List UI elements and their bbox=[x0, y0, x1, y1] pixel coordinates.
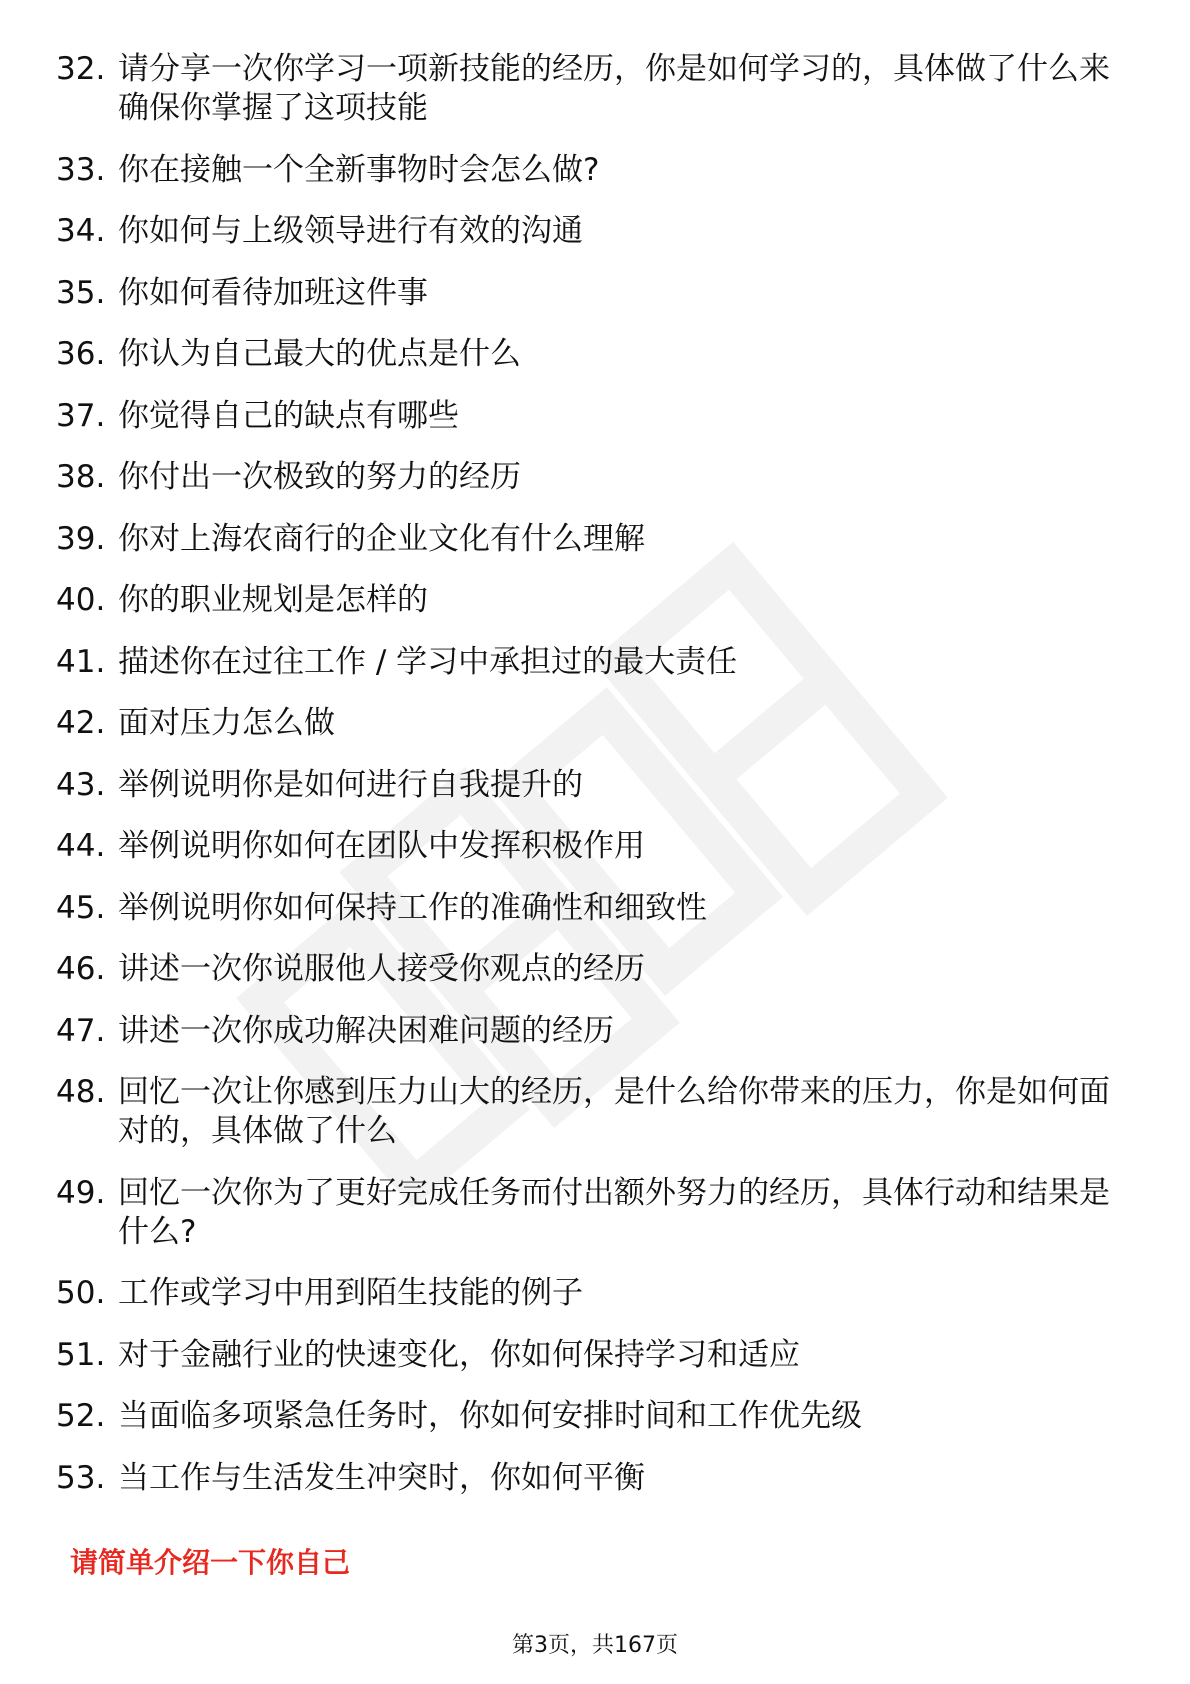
list-item bbox=[56, 1274, 1126, 1313]
question-text: 回忆一次你为了更好完成任务而付出额外努力的经历，具体行动和结果是什么? bbox=[118, 1174, 1110, 1250]
list-item bbox=[56, 520, 1126, 559]
question-text: 回忆一次让你感到压力山大的经历，是什么给你带来的压力，你是如何面对的，具体做了什么 bbox=[118, 1074, 1110, 1149]
list-item bbox=[56, 1174, 1126, 1252]
list-item bbox=[56, 397, 1126, 436]
question-text: 你认为自己最大的优点是什么 bbox=[118, 336, 521, 372]
list-item bbox=[56, 50, 1126, 128]
question-text: 举例说明你如何保持工作的准确性和细致性 bbox=[118, 889, 707, 926]
question-number: 52. bbox=[56, 1398, 106, 1434]
question-number: 39. bbox=[56, 520, 106, 557]
list-item bbox=[56, 458, 1126, 497]
question-number: 50. bbox=[56, 1275, 106, 1311]
question-number: 45. bbox=[56, 889, 106, 926]
list-item bbox=[56, 704, 1126, 743]
question-text: 你付出一次极致的努力的经历 bbox=[118, 459, 521, 495]
list-item bbox=[56, 1073, 1126, 1151]
list-item bbox=[56, 1397, 1126, 1436]
question-number: 33. bbox=[56, 151, 106, 188]
list-item bbox=[56, 212, 1126, 251]
list-item bbox=[56, 950, 1126, 989]
question-number: 43. bbox=[56, 766, 106, 803]
question-number: 51. bbox=[56, 1336, 106, 1373]
question-number: 35. bbox=[56, 274, 106, 311]
section-heading: 请简单介绍一下你自己 bbox=[70, 1546, 351, 1579]
question-number: 44. bbox=[56, 828, 106, 864]
list-item bbox=[56, 827, 1126, 866]
question-text: 讲述一次你成功解决困难问题的经历 bbox=[118, 1012, 614, 1049]
question-number: 38. bbox=[56, 459, 106, 495]
question-text: 你对上海农商行的企业文化有什么理解 bbox=[118, 520, 645, 557]
list-item bbox=[56, 335, 1126, 374]
list-item bbox=[56, 581, 1126, 620]
question-text: 面对压力怎么做 bbox=[118, 705, 335, 741]
list-item bbox=[56, 1012, 1126, 1051]
list-item bbox=[56, 766, 1126, 805]
question-text: 你觉得自己的缺点有哪些 bbox=[118, 397, 459, 434]
list-item bbox=[56, 151, 1126, 190]
question-number: 53. bbox=[56, 1459, 106, 1496]
question-text: 你如何看待加班这件事 bbox=[118, 274, 428, 311]
question-text: 当面临多项紧急任务时，你如何安排时间和工作优先级 bbox=[118, 1398, 862, 1434]
question-number: 34. bbox=[56, 213, 106, 249]
question-text: 描述你在过往工作 / 学习中承担过的最大责任 bbox=[118, 643, 738, 680]
question-text: 举例说明你是如何进行自我提升的 bbox=[118, 766, 583, 803]
question-text: 对于金融行业的快速变化，你如何保持学习和适应 bbox=[118, 1336, 800, 1373]
question-number: 48. bbox=[56, 1074, 106, 1110]
question-text: 当工作与生活发生冲突时，你如何平衡 bbox=[118, 1459, 645, 1496]
question-text: 你的职业规划是怎样的 bbox=[118, 582, 428, 618]
question-text: 举例说明你如何在团队中发挥积极作用 bbox=[118, 828, 645, 864]
list-item bbox=[56, 1336, 1126, 1375]
question-number: 36. bbox=[56, 336, 106, 372]
question-text: 工作或学习中用到陌生技能的例子 bbox=[118, 1275, 583, 1311]
question-number: 42. bbox=[56, 705, 106, 741]
question-text: 你在接触一个全新事物时会怎么做? bbox=[118, 151, 600, 188]
question-text: 你如何与上级领导进行有效的沟通 bbox=[118, 213, 583, 249]
list-item bbox=[56, 889, 1126, 928]
list-item bbox=[56, 643, 1126, 682]
question-number: 40. bbox=[56, 582, 106, 618]
question-number: 41. bbox=[56, 643, 106, 680]
question-number: 47. bbox=[56, 1012, 106, 1049]
question-list bbox=[56, 50, 1126, 1520]
list-item bbox=[56, 1459, 1126, 1498]
question-number: 46. bbox=[56, 951, 106, 987]
question-number: 49. bbox=[56, 1174, 106, 1211]
list-item bbox=[56, 274, 1126, 313]
question-text: 讲述一次你说服他人接受你观点的经历 bbox=[118, 951, 645, 987]
page-footer: 第3页，共167页 bbox=[512, 1633, 678, 1658]
question-text: 请分享一次你学习一项新技能的经历，你是如何学习的，具体做了什么来确保你掌握了这项技能 bbox=[118, 51, 1110, 126]
question-number: 32. bbox=[56, 51, 106, 87]
question-number: 37. bbox=[56, 397, 106, 434]
